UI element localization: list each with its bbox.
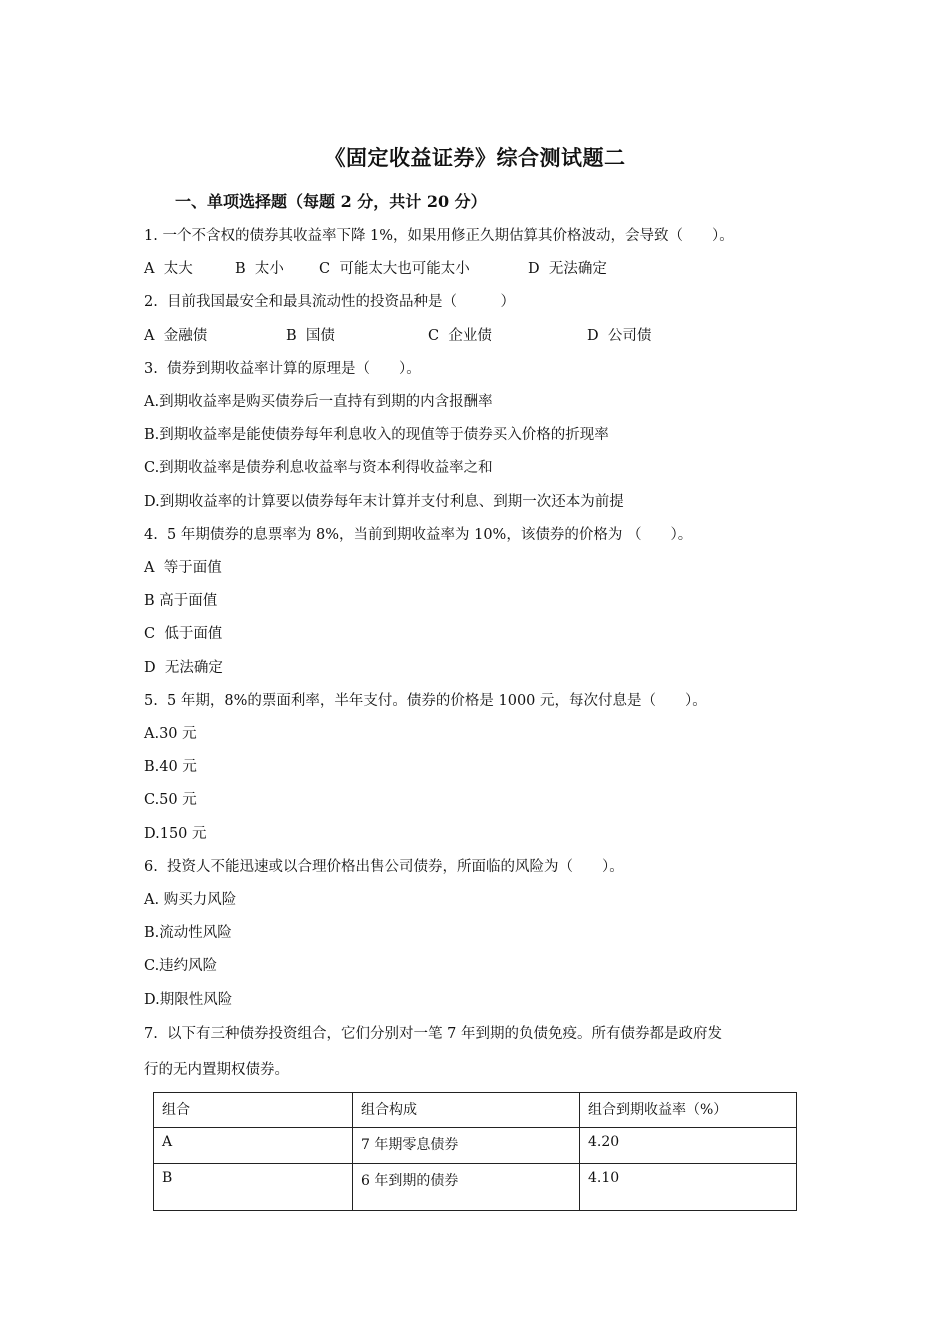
question-1: 1. 一个不含权的债券其收益率下降 1%，如果用修正久期估算其价格波动，会导致（ ）。 <box>144 228 734 244</box>
option-d: D.期限性风险 <box>144 992 233 1008</box>
cell-composition: 6 年到期的债券 <box>353 1164 580 1211</box>
option-a: A.到期收益率是购买债券后一直持有到期的内含报酬率 <box>144 394 493 410</box>
question-4: 4. 5 年期债券的息票率为 8%，当前到期收益率为 10%，该债券的价格为 （ ）。 <box>144 527 693 543</box>
option-c: C 低于面值 <box>144 626 223 642</box>
cell-composition: 7 年期零息债券 <box>353 1128 580 1164</box>
page-title: 《固定收益证券》综合测试题二 <box>324 145 626 170</box>
option-c: C 可能太大也可能太小 <box>319 261 470 277</box>
header-yield: 组合到期收益率（%） <box>580 1093 797 1128</box>
option-c: C.到期收益率是债券利息收益率与资本利得收益率之和 <box>144 460 493 476</box>
cell-yield: 4.20 <box>580 1128 797 1164</box>
option-c: C 企业债 <box>428 328 492 344</box>
option-d: D 无法确定 <box>528 261 607 277</box>
question-2: 2. 目前我国最安全和最具流动性的投资品种是（ ） <box>144 294 516 310</box>
header-composition: 组合构成 <box>353 1093 580 1128</box>
table-row <box>154 1128 797 1164</box>
question-6: 6. 投资人不能迅速或以合理价格出售公司债券，所面临的风险为（ ）。 <box>144 859 624 875</box>
option-b: B 太小 <box>235 261 284 277</box>
option-b: B 国债 <box>286 328 335 344</box>
option-a: A 等于面值 <box>144 560 222 576</box>
table-header-row <box>154 1093 797 1128</box>
cell-yield: 4.10 <box>580 1164 797 1211</box>
cell-portfolio: A <box>154 1128 353 1164</box>
option-a: A. 购买力风险 <box>144 892 237 908</box>
option-a: A 太大 <box>144 261 193 277</box>
option-b: B.40 元 <box>144 759 197 775</box>
option-d: D.150 元 <box>144 826 207 842</box>
section-heading: 一、单项选择题（每题 2 分，共计 20 分） <box>175 192 487 211</box>
cell-portfolio: B <box>154 1164 353 1211</box>
option-b: B.到期收益率是能使债券每年利息收入的现值等于债券买入价格的折现率 <box>144 427 609 443</box>
option-d: D 无法确定 <box>144 660 223 676</box>
question-5: 5. 5 年期，8%的票面利率，半年支付。债券的价格是 1000 元，每次付息是（ ）。 <box>144 693 707 709</box>
header-portfolio: 组合 <box>154 1093 353 1128</box>
option-b: B 高于面值 <box>144 593 218 609</box>
option-d: D.到期收益率的计算要以债券每年末计算并支付利息、到期一次还本为前提 <box>144 494 624 510</box>
option-b: B.流动性风险 <box>144 925 232 941</box>
question-7-continued: 行的无内置期权债券。 <box>144 1062 289 1078</box>
option-c: C.50 元 <box>144 792 197 808</box>
option-a: A 金融债 <box>144 328 208 344</box>
option-d: D 公司债 <box>587 328 652 344</box>
option-c: C.违约风险 <box>144 958 218 974</box>
portfolio-table <box>153 1092 797 1211</box>
table-row <box>154 1164 797 1211</box>
question-7: 7. 以下有三种债券投资组合，它们分别对一笔 7 年到期的负债免疫。所有债券都是政府发 <box>144 1026 722 1042</box>
option-a: A.30 元 <box>144 726 197 742</box>
question-3: 3. 债券到期收益率计算的原理是（ ）。 <box>144 361 421 377</box>
